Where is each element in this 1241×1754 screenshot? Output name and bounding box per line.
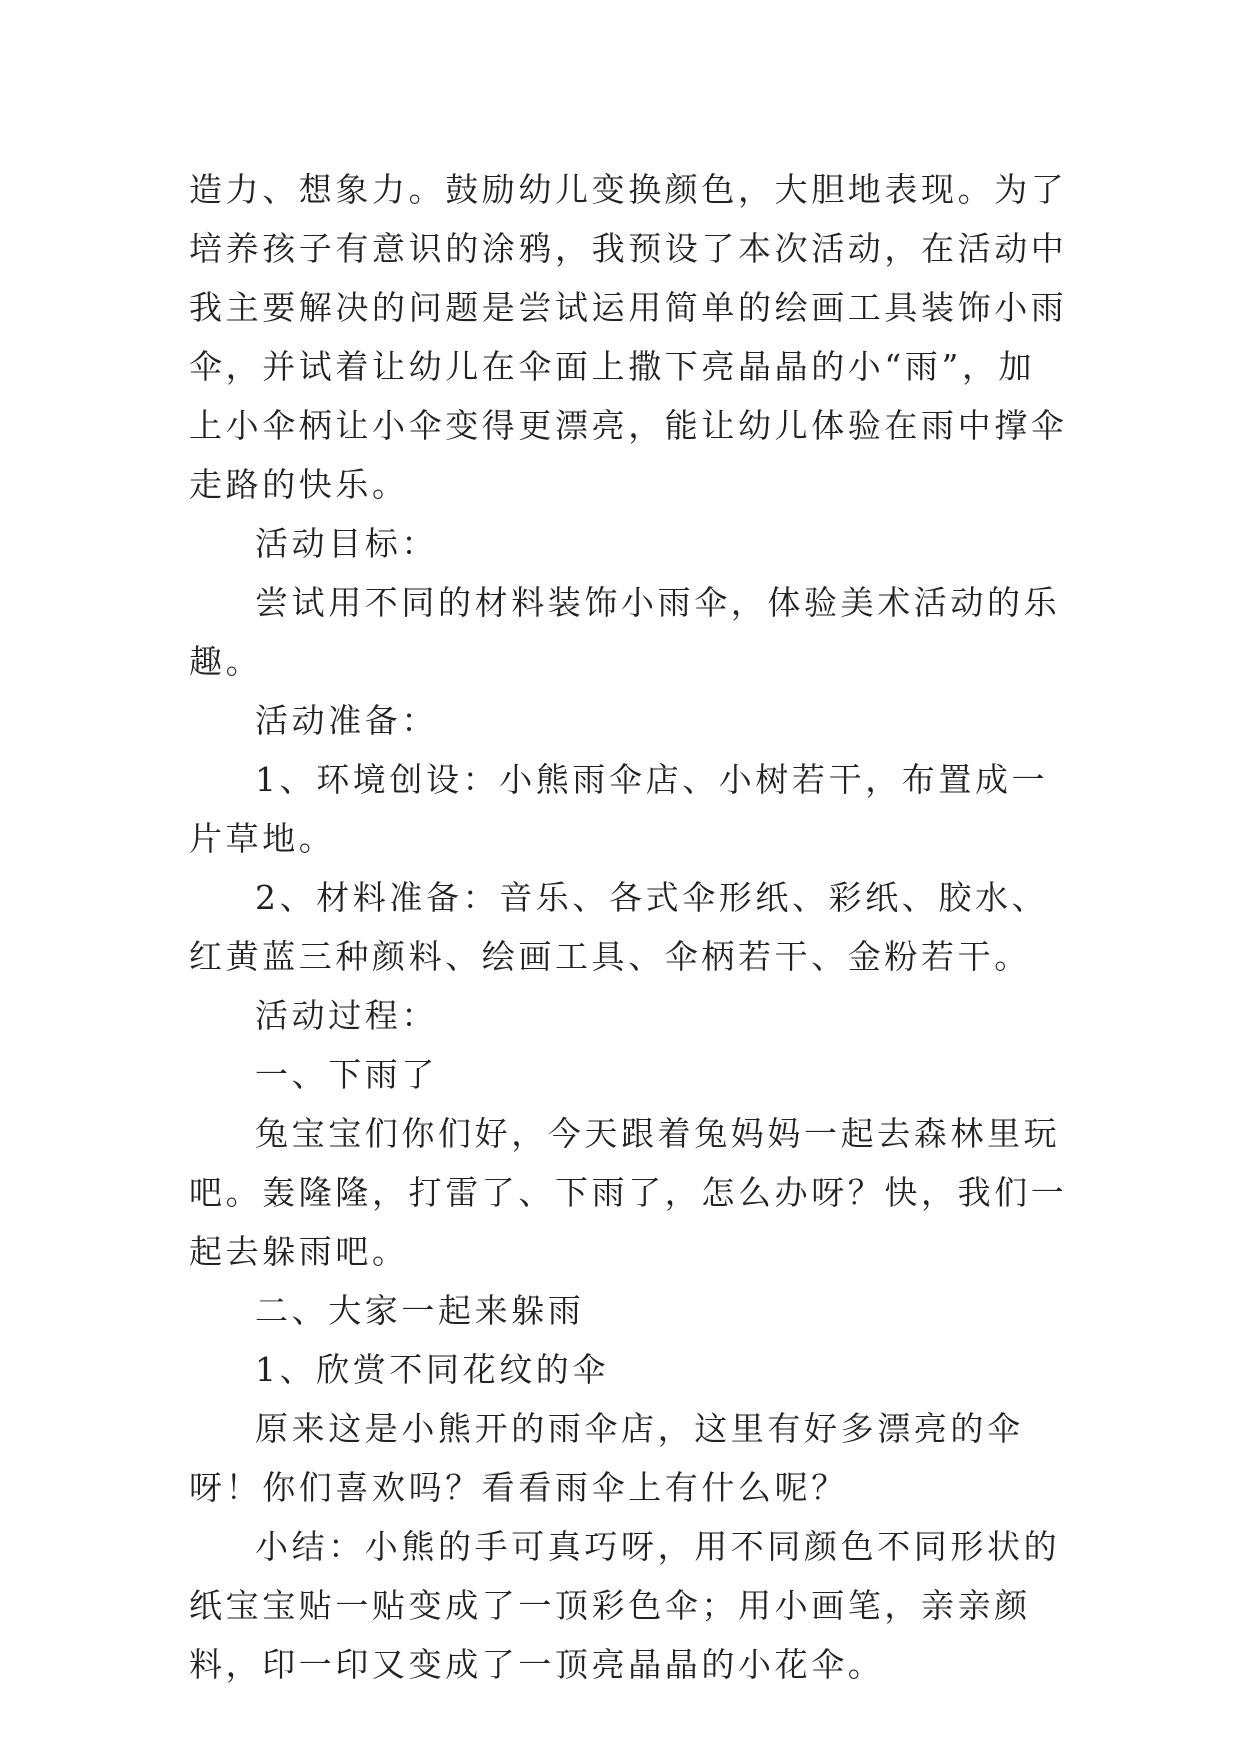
- heading-step-two: 二、大家一起来躲雨: [255, 1291, 585, 1330]
- paragraph-summary: 小结：小熊的手可真巧呀，用不同颜色不同形状的纸宝宝贴一贴变成了一顶彩色伞；用小画笔，亲亲颜料，印一印又变成了一顶亮晶晶的小花伞。: [189, 1527, 1061, 1684]
- paragraph-goals: 尝试用不同的材料装饰小雨伞，体验美术活动的乐趣。: [189, 583, 1061, 681]
- heading-step-one: 一、下雨了: [255, 1055, 438, 1094]
- paragraph-environment: 1、环境创设：小熊雨伞店、小树若干，布置成一片草地。: [189, 760, 1049, 858]
- paragraph-materials: 2、材料准备：音乐、各式伞形纸、彩纸、胶水、红黄蓝三种颜料、绘画工具、伞柄若干、金粉若干。: [189, 878, 1049, 976]
- document-body: [189, 160, 1069, 1694]
- paragraph-step-one: 兔宝宝们你们好，今天跟着兔妈妈一起去森林里玩吧。轰隆隆，打雷了、下雨了，怎么办呀？快，我们一起去躲雨吧。: [189, 1114, 1068, 1271]
- paragraph-umbrella-shop: 原来这是小熊开的雨伞店，这里有好多漂亮的伞呀！你们喜欢吗？看看雨伞上有什么呢？: [189, 1409, 1024, 1507]
- paragraph-intro: 造力、想象力。鼓励幼儿变换颜色，大胆地表现。为了培养孩子有意识的涂鸦，我预设了本次活动，在活动中我主要解决的问题是尝试运用简单的绘画工具装饰小雨伞，并试着让幼儿在伞面上撒下亮晶晶的小“雨”，加上小伞柄让小伞变得更漂亮，能让幼儿体验在雨中撑伞走路的快乐。: [189, 170, 1068, 504]
- heading-activity-preparation: 活动准备：: [255, 701, 438, 740]
- heading-substep-one: 1、欣赏不同花纹的伞: [255, 1350, 609, 1389]
- heading-activity-goals: 活动目标：: [255, 524, 438, 563]
- heading-activity-process: 活动过程：: [255, 996, 438, 1035]
